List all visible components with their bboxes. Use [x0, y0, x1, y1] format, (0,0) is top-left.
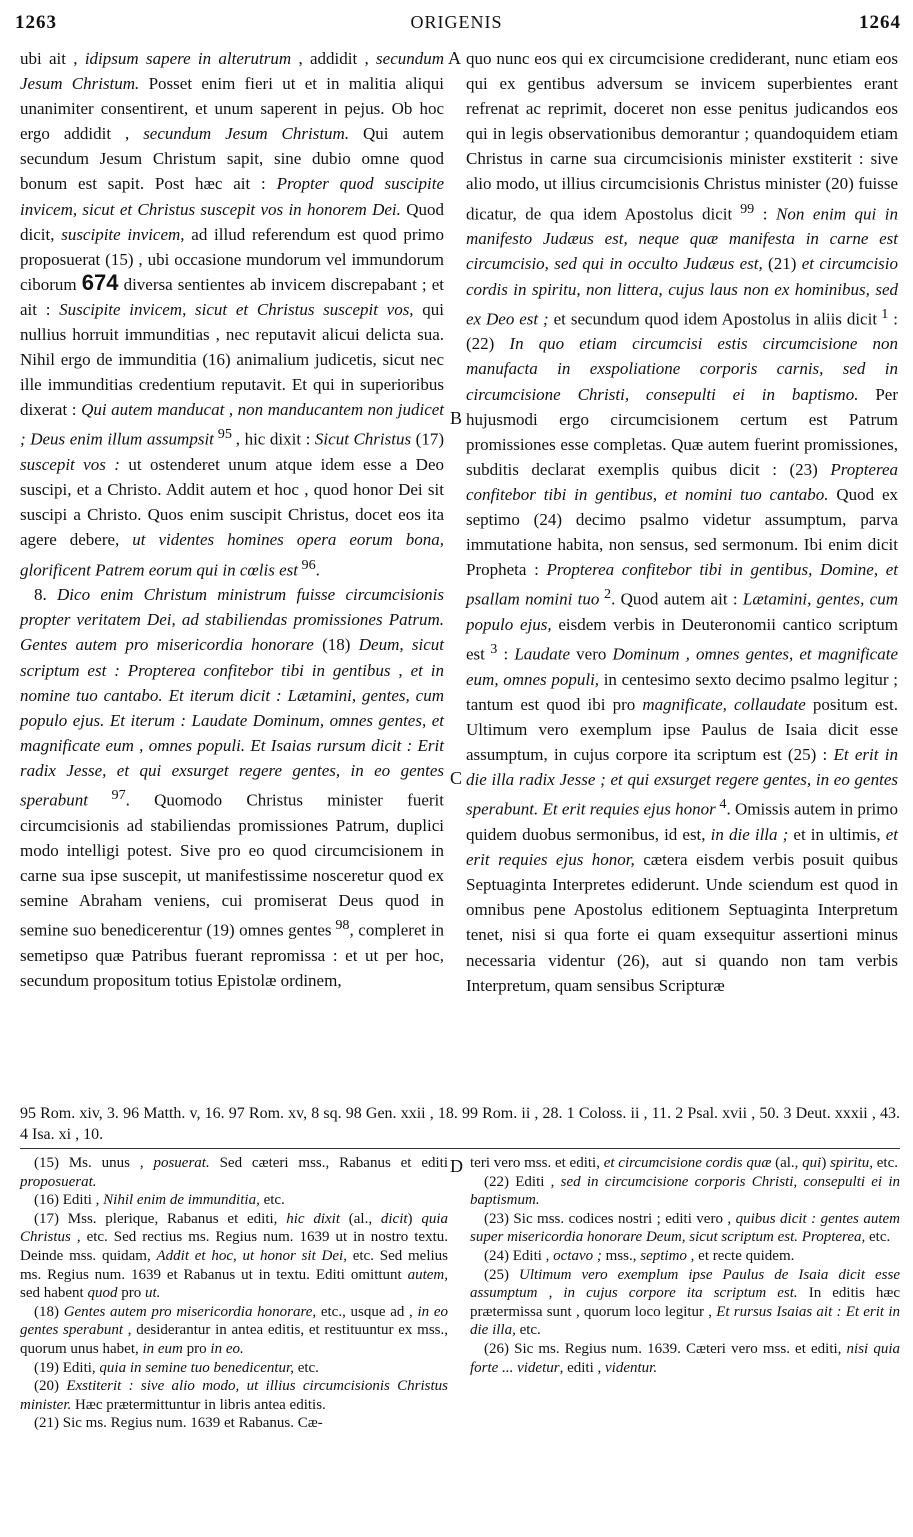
footnote-divider: [20, 1148, 900, 1149]
footnotes-right: [470, 1154, 900, 1377]
paragraph: 8. Dico enim Christum ministrum fuisse circumcisionis propter veritatem Dei, ad stabiliendas promissiones Patrum. Gentes autem pro misericordia honorare (18) Deum, sicut scriptum est : Propterea confitebor tibi in gentibus , et in nomine tuo cantabo. Et iterum dicit : Lætamini, gentes, cum populo ejus. Et iterum : Laudate Dominum, omnes gentes, et magnificate eum , omnes populi. Et Isaias rursum dicit : Erit radix Jesse, et qui exsurget regere gentes, in eo gentes sperabunt $^{97}$. Quomodo Christus minister fuerit circumcisionis ad stabiliendas promissiones Patrum, duplici modo intelligi potest. Sive pro eo quod circumcisionem in carne sua ipse suscepit, ut manifestissime nosceretur quod ex semine Abraham veniens, cui promiserat Deus quod in semine suo benedicerentur (19) omnes gentes $^{98}$, compleret in semetipso quæ Patribus fuerant repromissa : et ut per hoc, secundum propositum totius Epistolæ ordinem,: [20, 585, 445, 990]
footnote-19: (19) Editi, quia in semine tuo benedicentur, etc.: [34, 1359, 319, 1376]
margin-marker-b: B: [450, 408, 463, 428]
footnote-20: (20) Exstiterit : sive alio modo, ut illius circumcisionis Christus minister. Hæc prætermittuntur in libris antea editis.: [20, 1378, 448, 1413]
paragraph: ubi ait , idipsum sapere in alterutrum , addidit , secundum Jesum Christum. Posset enim fieri ut et in malitia aliqui unanimiter consentirent, et unum saperent in pejus. Ob hoc ergo addidit , secundum Jesum Christum. Qui autem secundum Jesum Christum sapit, sine dubio omne quod bonum est sapit. Post hæc ait : Propter quod suscipite invicem, sicut et Christus suscepit vos in honorem Dei. Quod dicit, suscipite invicem, ad illud referendum est quod primo proposuerat (15) , ubi occasione mundorum vel immundorum ciborum 674 diversa sentientes ab invicem discrepabant ; et ait : Suscipite invicem, sicut et Christus suscepit vos, qui nullius horruit immunditias , nec reputavit alicui delicta sua. Nihil ergo de immunditia (16) animalium judicetis, sicut nec ille immunditias credentium reputavit. Et qui in superioribus dixerat : Qui autem manducat , non manducantem non judicet ; Deus enim illum assumpsit $^{95}$ , hic dixit : Sicut Christus (17) suscepit vos : ut ostenderet unum atque idem esse a Deo suscipi, et a Christo. Addit autem et hoc , quod honor Dei sit suscipi a Christo. Quos enim suscipit Christus, docet eos ita agere debere, ut videntes homines opera eorum bona, glorificent Patrem eorum qui in cœlis est $^{96}$.: [20, 49, 445, 580]
footnotes-left: [20, 1154, 448, 1433]
page-number-left: 1263: [15, 12, 57, 33]
margin-marker-c: C: [450, 768, 463, 788]
right-text-column: [466, 46, 898, 998]
margin-marker-a: A: [448, 48, 461, 68]
footnote-23: (23) Sic mss. codices nostri ; editi vero , quibus dicit : gentes autem super misericordia honorare Deum, sicut scriptum est. Propterea, etc.: [470, 1210, 900, 1246]
running-title: ORIGENIS: [410, 12, 503, 32]
margin-marker-d: D: [450, 1156, 463, 1176]
scripture-references: [20, 1103, 900, 1145]
footnote-21: (21) Sic ms. Regius num. 1639 et Rabanus. Cæ-: [34, 1415, 323, 1432]
footnote-26: (26) Sic ms. Regius num. 1639. Cæteri vero mss. et editi, nisi quia forte ... videtur, editi , videntur.: [470, 1340, 900, 1376]
footnote-22: (22) Editi , sed in circumcisione corporis Christi, consepulti ei in baptismum.: [470, 1173, 900, 1209]
page-number-right: 1264: [859, 12, 901, 33]
footnote-24: (24) Editi , octavo ; mss., septimo , et recte quidem.: [484, 1247, 795, 1264]
footnote-18: (18) Gentes autem pro misericordia honorare, etc., usque ad , in eo gentes sperabunt , desiderantur in antea editis, et restituuntur ex mss., quorum unus habet, in eum pro in eo.: [20, 1303, 448, 1357]
footnote-17: (17) Mss. plerique, Rabanus et editi, hic dixit (al., dicit) quia Christus , etc. Sed rectius ms. Regius num. 1639 ut in nostro textu. Deinde mss. quidam, Addit et hoc, ut honor sit Dei, etc. Sed melius ms. Regius num. 1639 et Rabanus ut in textu. Editi omittunt autem, sed habent quod pro ut.: [20, 1210, 449, 1302]
column-number: 674: [81, 269, 119, 295]
footnote-16: (16) Editi , Nihil enim de immunditia, etc.: [34, 1192, 285, 1209]
page-header: [0, 12, 913, 40]
footnote-15: (15) Ms. unus , posuerat. Sed cæteri mss., Rabanus et editi proposuerat.: [20, 1155, 448, 1190]
footnote-21-continued: teri vero mss. et editi, et circumcisione cordis quæ (al., qui) spiritu, etc.: [470, 1155, 898, 1171]
left-text-column: [20, 46, 444, 993]
paragraph: quo nunc eos qui ex circumcisione crediderant, nunc etiam eos qui ex gentibus adversum se invicem superbientes erant refrenat ac reprimit, doceret non esse penitus judicandos eos qui in legis observationibus demorantur ; quandoquidem etiam Christus in carne sua circumcisionis minister exstiterit : sive alio modo, ut illius circumcisionis Christus minister (20) fuisse dicatur, de qua idem Apostolus dicit $^{99}$ : Non enim qui in manifesto Judæus est, neque quæ manifesta in carne est circumcisio, sed qui in occulto Judæus est, (21) et circumcisio cordis in spiritu, non littera, cujus laus non ex hominibus, sed ex Deo est ; et secundum quod idem Apostolus in aliis dicit $^1$ : (22) In quo etiam circumcisi estis circumcisione non manufacta in exspoliatione corporis carnis, sed in circumcisione Christi, consepulti ei in baptismo. Per hujusmodi ergo circumcisionem certum est Patrum promissiones esse completas. Quæ autem fuerint promissiones, subditis declarat exemplis quibus dicit : (23) Propterea confitebor tibi in gentibus, et nomini tuo cantabo. Quod ex septimo (24) decimo psalmo videtur assumptum, parva immutatione habita, non sensus, sed sermonum. Ibi enim dicit Propheta : Propterea confitebor tibi in gentibus, Domine, et psallam nomini tuo $^2$. Quod autem ait : Lætamini, gentes, cum populo ejus, eisdem verbis in Deuteronomii cantico scriptum est $^3$ : Laudate vero Dominum , omnes gentes, et magnificate eum, omnes populi, in centesimo sexto decimo psalmo legitur ; tantum est quod ibi pro magnificate, collaudate positum est. Ultimum vero exemplum ipse Paulus de Isaia dicit esse assumptum, in cujus corpore ita scriptum est (25) : Et erit in die illa radix Jesse ; et qui exsurget regere gentes, in eo gentes sperabunt. Et erit requies ejus honor $^4$. Omissis autem in primo quidem duobus sermonibus, id est, in die illa ; et in ultimis, et erit requies ejus honor, cætera eisdem verbis posuit quibus Septuaginta Interpretes ediderunt. Unde sciendum est quod in omnibus pene Apostolus editionem Septuaginta Interpretum tenet, nisi si qua forte ei quam exsequitur assertioni minus necessaria videntur (26), aut si quando non tam verbis Interpretum, quam sensibus Scripturæ: [466, 49, 899, 995]
reference-line: 95 Rom. xiv, 3. 96 Matth. v, 16. 97 Rom. xv, 8 sq. 98 Gen. xxii , 18. 99 Rom. ii , 28. 1 Coloss. ii , 11. 2 Psal. xvii , 50. 3 Deut. xxxii , 43. 4 Isa. xi , 10.: [20, 1105, 900, 1143]
footnote-25: (25) Ultimum vero exemplum ipse Paulus de Isaia dicit esse assumptum , in cujus corpore ita scriptum est. In editis hæc prætermissa sunt , quorum loco legitur , Et rursus Isaias ait : Et erit in die illa, etc.: [470, 1266, 900, 1339]
